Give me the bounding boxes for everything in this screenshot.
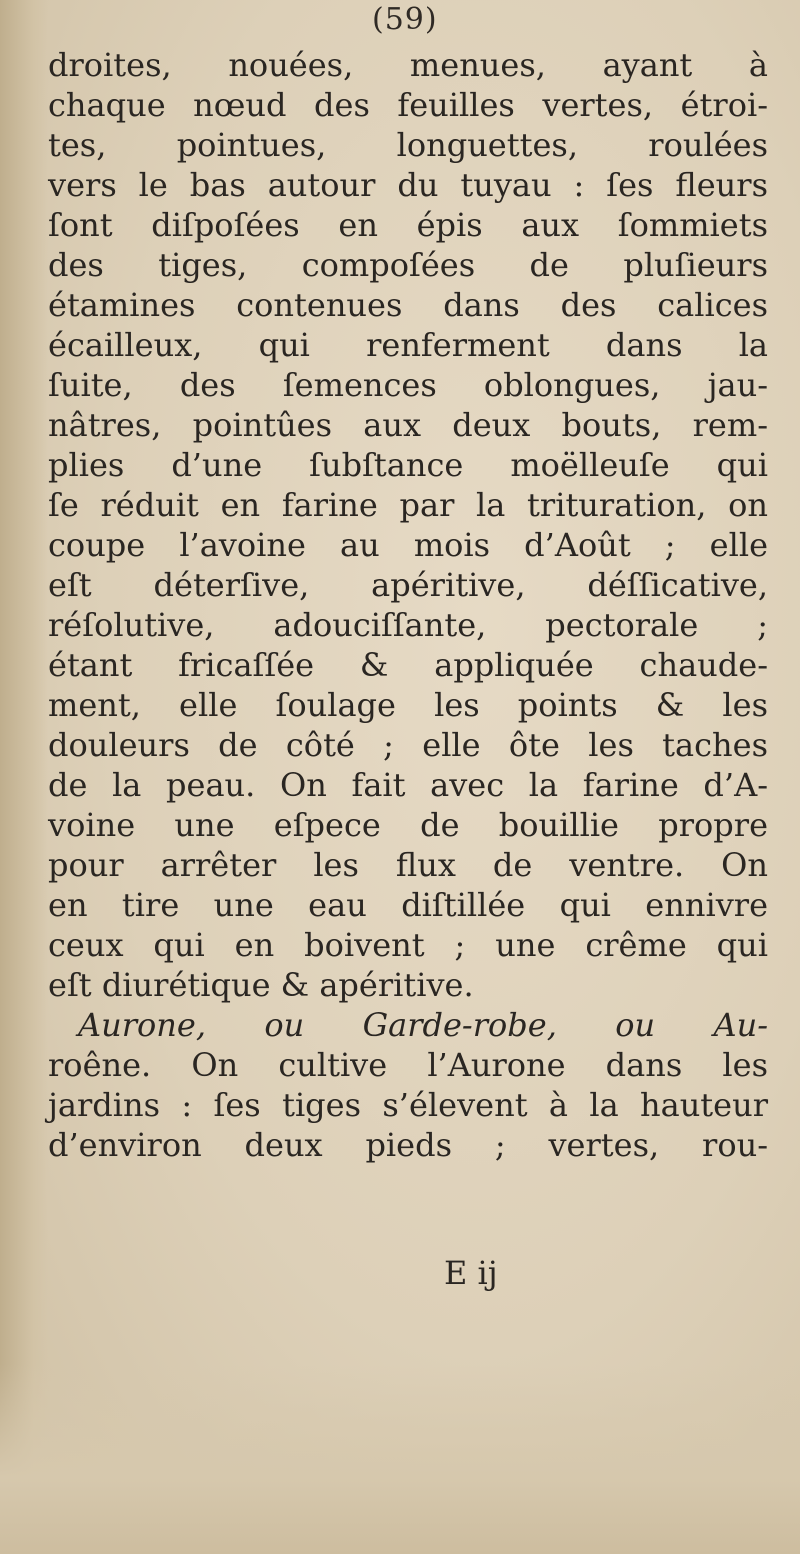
page-bottom-margin [0,1364,800,1554]
signature-mark: E ij [444,1254,498,1292]
text-line: roêne. On cultive l’Aurone dans les [48,1046,768,1084]
text-line: jardins : ſes tiges s’élevent à la hauteur [48,1086,768,1124]
text-line: eſt diurétique & apéritive. [48,966,474,1004]
text-line: écailleux, qui renferment dans la [48,326,768,364]
page-number: (59) [372,2,438,37]
text-line: chaque nœud des feuilles vertes, étroi- [48,86,768,124]
page-edge-shadow [0,0,48,1554]
text-line: voine une eſpece de bouillie propre [48,806,768,844]
text-line: douleurs de côté ; elle ôte les taches [48,726,768,764]
text-line: de la peau. On fait avec la farine d’A- [48,766,768,804]
text-line: ceux qui en boivent ; une crême qui [48,926,768,964]
text-line: ment, elle ſoulage les points & les [48,686,768,724]
text-line: droites, nouées, menues, ayant à [48,46,768,84]
text-line: ſuite, des ſemences oblongues, jau- [48,366,768,404]
text-line: étamines contenues dans des calices [48,286,768,324]
text-line: eſt déterſive, apéritive, déſſicative, [48,566,768,604]
text-line: tes, pointues, longuettes, roulées [48,126,768,164]
text-line: en tire une eau diſtillée qui ennivre [48,886,768,924]
text-line: coupe l’avoine au mois d’Août ; elle [48,526,768,564]
text-line: plies d’une ſubſtance moëlleuſe qui [48,446,768,484]
text-line: étant fricaſſée & appliquée chaude- [48,646,768,684]
text-line: d’environ deux pieds ; vertes, rou- [48,1126,768,1164]
body-text [48,45,768,1165]
text-line: réſolutive, adouciſſante, pectorale ; [48,606,768,644]
text-line: pour arrêter les flux de ventre. On [48,846,768,884]
text-line: ſe réduit en farine par la trituration, on [48,486,768,524]
text-line: vers le bas autour du tuyau : ſes fleurs [48,166,768,204]
text-line: des tiges, compoſées de pluſieurs [48,246,768,284]
text-line: Aurone, ou Garde-robe, ou Au- [78,1006,768,1044]
text-line: nâtres, pointûes aux deux bouts, rem- [48,406,768,444]
text-line: ſont diſpoſées en épis aux ſommiets [48,206,768,244]
